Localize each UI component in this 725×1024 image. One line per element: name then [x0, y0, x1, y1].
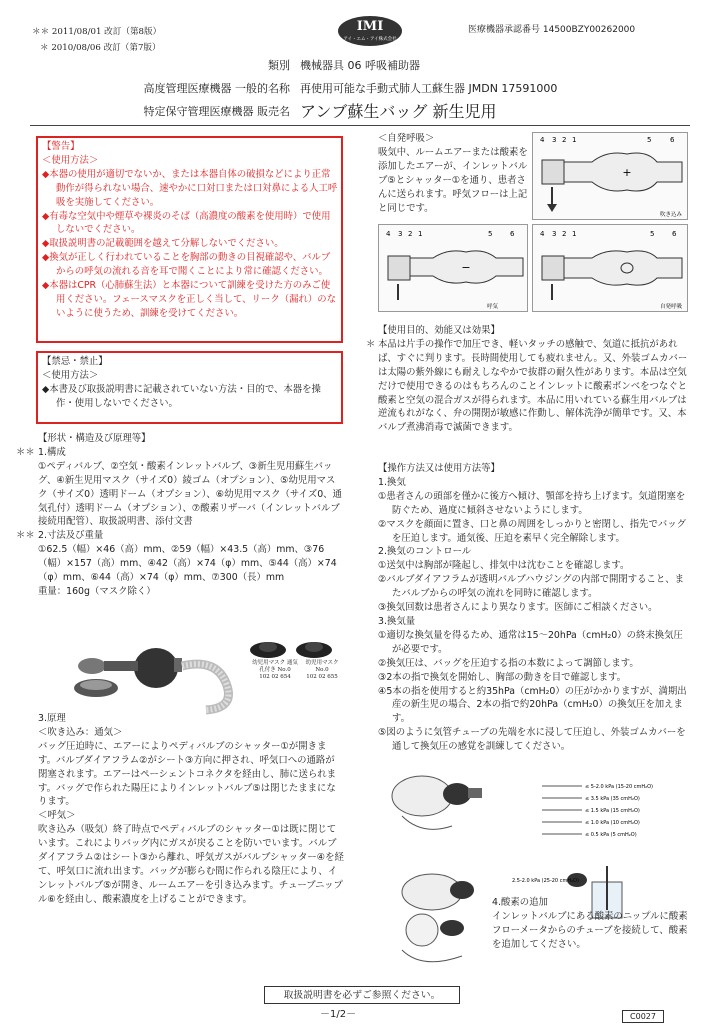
valve-number: 3	[552, 230, 557, 238]
valve-number: 2	[562, 136, 567, 144]
warning-item: ◆本器はCPR（心肺蘇生法）と本器について訓練を受けた方のみご使用ください。フェースマスクを正しく当して、リーク（漏れ）のないように使うため、訓練を受けてください。	[42, 280, 336, 319]
warning-item: ◆取扱説明書の記載範囲を越えて分解しないでください。	[42, 238, 284, 250]
s1-text: ①ペディバルブ、②空気・酸素インレットバルブ、③新生児用蘇生バッグ、④新生児用マスク（サイズ0）綾ゴム（オプション）、⑤幼児用マスク（サイズ0）透明ドーム（オプション）、⑥幼児用マスク（サイズ0、通気孔付）透明ドーム（オプション）、⑦酸素リザーバ（インレットバルブ接続用配管）、取扱説明書、添付文書	[38, 460, 342, 528]
mask-2-label: 幼児用マスク No.0	[305, 660, 339, 674]
self-title: ＜自発呼吸＞	[378, 133, 435, 144]
exhale-title: ＜呼気＞	[38, 810, 76, 822]
m3-item: ③2本の指で換気を開始し、胸部の動きを目で確認します。	[378, 671, 626, 683]
valve-number: 1	[572, 230, 577, 238]
s2-text: ①62.5（幅）×46（高）mm、②59（幅）×43.5（高）mm、③76（幅）×157（高）mm、④42（高）×74（φ）mm、⑤44（高）×74（φ）mm、⑥44（高）×74（φ）mm、⑦300（長）mm	[38, 544, 337, 584]
method-section	[378, 462, 688, 754]
mask-1-code: 102 02 654	[259, 674, 291, 681]
valve-number: 1	[418, 230, 423, 238]
valve-number: 4	[540, 230, 545, 238]
m2-item: ①送気中は胸部が隆起し、排気中は沈むことを確認します。	[378, 560, 630, 572]
pressure-label: ≤ 0.5 kPa (5 cmH₂O)	[585, 832, 637, 838]
plus-symbol: +	[622, 166, 632, 179]
warning-item: ◆本器の使用が適切でないか、または本器自体の破損などにより正常動作が得られない場合、速やかに口対口または口対鼻による人工呼吸を実施してください。	[42, 168, 338, 208]
m3-item: ②換気圧は、バッグを圧迫する指の本数によって調節します。	[378, 657, 639, 669]
warning-subtitle: ＜使用方法＞	[42, 154, 99, 166]
product-header	[116, 54, 676, 123]
m4-title: 4.酸素の追加	[492, 897, 548, 908]
valve-diagram-self	[532, 224, 688, 312]
self-breathing-section	[378, 132, 530, 215]
valve-number: 6	[670, 136, 675, 144]
minus-symbol: −	[461, 261, 471, 274]
m3-item: ④5本の指を使用すると約35hPa（cmH₂0）の圧がかかりますが、満期出産の新生児の場合、2本の指で約20hPa（cmH₂0）の換気圧を加えます。	[378, 685, 687, 725]
revision-line-1: ＊＊ 2011/08/01 改訂（第8版）	[32, 27, 162, 37]
contra-title: 【禁忌・禁止】	[42, 356, 108, 367]
company-logo: IMI アイ・エム・アイ株式会社	[338, 16, 402, 46]
pressure-label: ≤ 1.5 kPa (15 cmH₂O)	[585, 808, 640, 814]
pressure-label: ≤ 5-2.0 kPa (15-20 cmH₂O)	[585, 784, 653, 790]
m1-title: 1.換気	[378, 476, 406, 488]
m3-item: ①適切な換気量を得るため、通常は15〜20hPa（cmH₂0）の終末換気圧が必要です。	[378, 629, 683, 655]
valve-number: 2	[408, 230, 413, 238]
category-label: 類別	[268, 59, 290, 72]
valve-number: 4	[386, 230, 391, 238]
revision-line-2: ＊ 2010/08/06 改訂（第7版）	[40, 43, 161, 54]
mask-2-code: 102 02 655	[306, 674, 338, 681]
generic-name-value: 再使用可能な手動式肺人工蘇生器 JMDN 17591000	[300, 82, 558, 95]
method-title: 【操作方法又は使用方法等】	[378, 463, 500, 474]
inhale-text: バッグ圧迫時に、エアーによりペディバルブのシャッター①が開きます。バルブダイアフラム②がシート③方向に押され、呼気口への通路が閉塞されます。エアーはペーシェントコネクタを経由し、肺に送られます。バッグで作られた陽圧によりインレットバルブ⑤は閉じたままになります。	[38, 740, 337, 808]
contra-subtitle: ＜使用方法＞	[42, 369, 99, 381]
purpose-mark: ＊	[366, 338, 376, 350]
sales-name-label: 特定保守管理医療機器 販売名	[143, 105, 290, 118]
pressure-label: ≤ 3.5 kPa (35 cmH₂O)	[585, 796, 640, 802]
s2-weight: 重量：160g（マスク除く）	[38, 585, 156, 597]
s2-mark: ＊＊	[16, 530, 35, 542]
principle-section	[38, 712, 344, 907]
mask-2-caption	[298, 660, 346, 681]
diagram-caption-exhale: 呼気	[486, 304, 498, 310]
diagram-caption-self: 自発呼吸	[659, 304, 682, 310]
s1-title: 1.構成	[38, 446, 66, 458]
contraindication-section	[42, 355, 339, 411]
valve-number: 6	[672, 230, 677, 238]
footer-notice: 取扱説明書を必ずご参照ください。	[264, 986, 460, 1004]
exhale-text: 吹き込み（吸気）終了時点でペディバルブのシャッター①は既に閉じています。これによりバッグ内にガスが戻ることを防いでいます。バルブダイアフラム②はシート③から離れ、呼気ガスがバルブシャッター④を経て、呼気口に流れ出ます。バッグが膨らむ間に作られる陰圧により、インレットバルブ⑤が開き、ルームエアーを引き込みます。チューブニップル⑥を経由し、酸素濃度を上げることができます。	[38, 824, 344, 905]
oxygen-reservoir-tube-image	[182, 664, 229, 710]
shape-title: 【形状・構造及び原理等】	[38, 433, 151, 444]
page-number: －1/2－	[320, 1009, 357, 1020]
purpose-title: 【使用目的、効能又は効果】	[378, 325, 500, 336]
m2-title: 2.換気のコントロール	[378, 546, 472, 558]
m1-item: ①患者さんの頭部を僅かに後方へ傾け、顎部を持ち上げます。気道閉塞を防ぐため、過度に傾斜させないようにします。	[378, 490, 686, 516]
valve-diagram-exhale	[378, 224, 528, 312]
mask-1-label: 幼児用マスク 通気孔付き No.0	[252, 660, 298, 674]
valve-number: 5	[647, 136, 652, 144]
valve-number: 5	[650, 230, 655, 238]
resuscitation-bag-image	[74, 648, 182, 697]
mask-1-image	[250, 642, 286, 658]
revision-history	[32, 24, 161, 57]
pressure-chart-image	[542, 784, 653, 838]
tube-pressure-label: 2.5-2.0 kPa (25-20 cmH₂O)	[512, 878, 579, 884]
valve-diagram-inhale	[532, 132, 688, 220]
generic-name-label: 高度管理医療機器 一般的名称	[143, 82, 290, 95]
warning-section	[42, 140, 339, 321]
m4-text: インレットバルブにある酸素のニップルに酸素フローメータからのチューブを接続して、酸素を追加してください。	[492, 910, 688, 950]
mask-2-image	[296, 642, 332, 658]
warning-item: ◆換気が正しく行われていることを胸部の動きの目視確認や、バルブからの呼気の流れる音を耳で聞くことにより常に確認ください。	[42, 252, 331, 278]
warning-title: 【警告】	[42, 141, 80, 152]
valve-number: 6	[510, 230, 515, 238]
warning-item: ◆有毒な空気中や煙草や裸炎のそば（高濃度の酸素を使用時）で使用しないでください。	[42, 210, 331, 236]
category-value: 機械器具 06 呼吸補助器	[300, 59, 420, 72]
approval-number: 医療機器承認番号 14500BZY00262000	[468, 25, 636, 35]
valve-number: 3	[552, 136, 557, 144]
pressure-training-illustration	[382, 746, 688, 864]
pressure-label: ≤ 1.0 kPa (10 cmH₂O)	[585, 820, 640, 826]
s1-mark: ＊＊	[16, 446, 35, 458]
s3-title: 3.原理	[38, 713, 66, 724]
hand-squeeze-image	[392, 776, 482, 829]
sales-name-value: アンブ蘇生バッグ 新生児用	[300, 102, 497, 121]
diagram-caption-inhale: 吹き込み	[659, 212, 682, 218]
m2-item: ②バルブダイアフラムが透明バルブハウジングの内部で開閉すること、またバルブからの呼気の流れを同時に確認します。	[378, 574, 685, 600]
document-code: C0027	[622, 1010, 664, 1023]
s2-title: 2.寸法及び重量	[38, 530, 104, 542]
header-divider	[30, 125, 690, 126]
mask-1-caption	[250, 660, 300, 681]
m2-item: ③換気回数は患者さんにより異なります。医師にご相談ください。	[378, 602, 658, 614]
shape-section	[16, 432, 344, 599]
valve-number: 5	[488, 230, 493, 238]
valve-number: 3	[398, 230, 403, 238]
m3-item: ⑤図のように気管チューブの先端を水に浸して圧迫し、外装ゴムカバーを通して換気圧の感覚を訓練してください。	[378, 727, 686, 753]
contra-text: ◆本書及び取扱説明書に記載されていない方法・目的で、本器を操作・使用しないでください。	[42, 383, 321, 409]
purpose-text: 本品は片手の操作で加圧でき、軽いタッチの感触で、気道に抵抗があれば、すぐに判ります。長時間使用しても疲れません。又、外装ゴムカバーは太陽の紫外線にも耐えしなやかで抜群の耐久性があります。本品は空気だけで使用できるのはもちろんのことインレットに酸素ボンベをつなぐと酸素と空気の混合ガスが得られます。本品に用いれている蘇生用バルブは逆流もれがなく、弁の開閉が敏感に作動し、解体洗浄が簡単です。又、本バルブ煮沸消毒で滅菌できます。	[378, 338, 688, 434]
m3-title: 3.換気量	[378, 615, 416, 627]
m1-item: ②マスクを顔面に置き、口と鼻の周囲をしっかりと密閉し、指先でバッグを圧迫します。通気後、圧迫を素早く完全解除します。	[378, 518, 687, 544]
self-text: 吸気中、ルームエアーまたは酸素を添加したエアーが、インレットバルブ⑤とシャッター①を通り、患者さんに送られます。呼気フローは上記と同じです。	[378, 146, 528, 214]
oxygen-section	[492, 896, 688, 952]
valve-number: 2	[562, 230, 567, 238]
valve-number: 1	[572, 136, 577, 144]
inhale-title: ＜吹き込み：通気＞	[38, 726, 123, 738]
infant-illustration	[382, 900, 488, 970]
purpose-section	[366, 324, 688, 435]
valve-number: 4	[540, 136, 545, 144]
